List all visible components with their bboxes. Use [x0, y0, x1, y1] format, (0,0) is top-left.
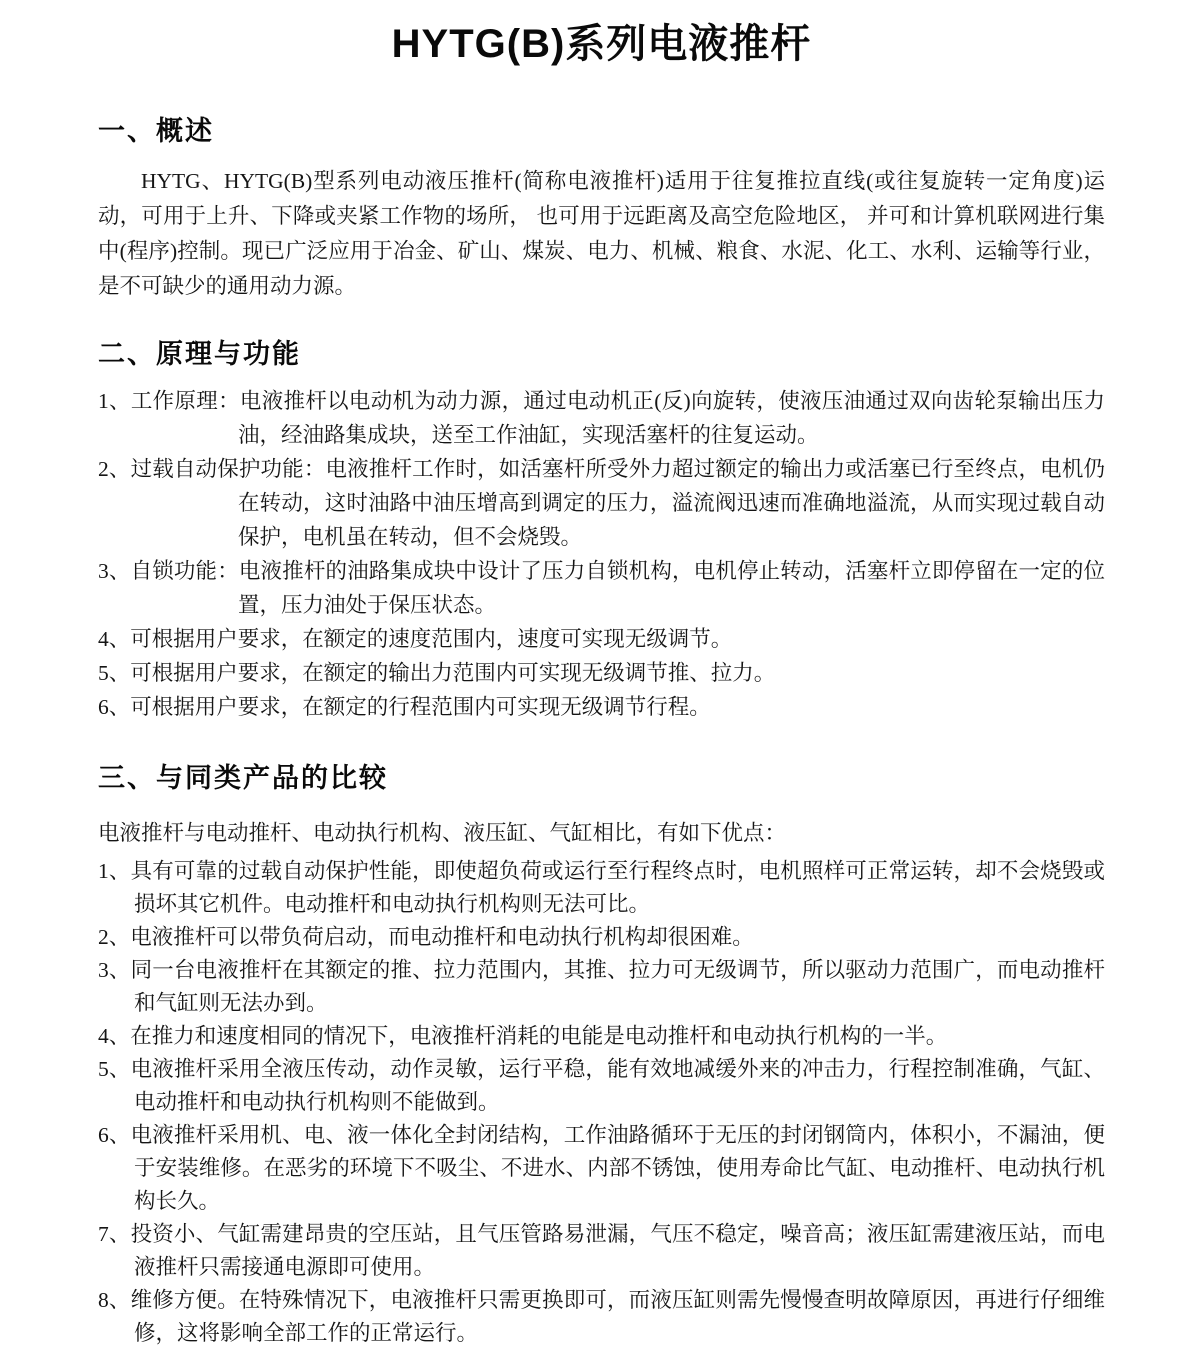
section-overview-heading: 一、概述 — [98, 116, 214, 146]
list-item: 2、电液推杆可以带负荷启动，而电动推杆和电动执行机构却很困难。 — [98, 925, 754, 949]
list-item: 4、可根据用户要求，在额定的速度范围内，速度可实现无级调节。 — [98, 627, 733, 651]
comparison-intro: 电液推杆与电动推杆、电动执行机构、液压缸、气缸相比，有如下优点： — [98, 821, 787, 845]
list-item: 1、工作原理：电液推杆以电动机为动力源，通过电动机正(反)向旋转，使液压油通过双向齿轮泵输出压力油，经油路集成块，送至工作油缸，实现活塞杆的往复运动。 — [98, 389, 1105, 447]
principle-function-list — [98, 384, 1105, 724]
list-item: 5、可根据用户要求，在额定的输出力范围内可实现无级调节推、拉力。 — [98, 661, 776, 685]
list-item: 3、同一台电液推杆在其额定的推、拉力范围内，其推、拉力可无级调节，所以驱动力范围广，而电动推杆和气缸则无法办到。 — [98, 958, 1105, 1015]
page-title: HYTG(B)系列电液推杆 — [391, 22, 812, 66]
section-principle-heading: 二、原理与功能 — [98, 339, 301, 369]
list-item: 6、可根据用户要求，在额定的行程范围内可实现无级调节行程。 — [98, 695, 711, 719]
list-item: 3、自锁功能：电液推杆的油路集成块中设计了压力自锁机构，电机停止转动，活塞杆立即停留在一定的位置，压力油处于保压状态。 — [98, 559, 1105, 617]
list-item: 7、投资小、气缸需建昂贵的空压站，且气压管路易泄漏，气压不稳定，噪音高；液压缸需建液压站，而电液推杆只需接通电源即可使用。 — [98, 1222, 1105, 1279]
section-comparison-heading: 三、与同类产品的比较 — [98, 763, 388, 793]
list-item: 8、维修方便。在特殊情况下，电液推杆只需更换即可，而液压缸则需先慢慢查明故障原因，再进行仔细维修，这将影响全部工作的正常运行。 — [98, 1288, 1105, 1345]
list-item: 6、电液推杆采用机、电、液一体化全封闭结构，工作油路循环于无压的封闭钢筒内，体积小，不漏油，便于安装维修。在恶劣的环境下不吸尘、不进水、内部不锈蚀，使用寿命比气缸、电动推杆、电动执行机构长久。 — [98, 1123, 1105, 1213]
overview-paragraph: HYTG、HYTG(B)型系列电动液压推杆(简称电液推杆)适用于往复推拉直线(或往复旋转一定角度)运动，可用于上升、下降或夹紧工作物的场所， 也可用于远距离及高空危险地区， 并可和计算机联网进行集中(程序)控制。现已广泛应用于冶金、矿山、煤炭、电力、机械、粮食、水泥、化工、水利、运输等行业，是不可缺少的通用动力源。 — [98, 169, 1105, 298]
list-item: 4、在推力和速度相同的情况下，电液推杆消耗的电能是电动推杆和电动执行机构的一半。 — [98, 1024, 948, 1048]
comparison-advantage-list — [98, 855, 1105, 1350]
list-item: 2、过载自动保护功能：电液推杆工作时，如活塞杆所受外力超过额定的输出力或活塞已行至终点，电机仍在转动，这时油路中油压增高到调定的压力，溢流阀迅速而准确地溢流，从而实现过载自动保护，电机虽在转动，但不会烧毁。 — [98, 457, 1105, 549]
list-item: 5、电液推杆采用全液压传动，动作灵敏，运行平稳，能有效地减缓外来的冲击力，行程控制准确，气缸、电动推杆和电动执行机构则不能做到。 — [98, 1057, 1105, 1114]
list-item: 1、具有可靠的过载自动保护性能，即使超负荷或运行至行程终点时，电机照样可正常运转，却不会烧毁或损坏其它机件。电动推杆和电动执行机构则无法可比。 — [98, 859, 1105, 916]
